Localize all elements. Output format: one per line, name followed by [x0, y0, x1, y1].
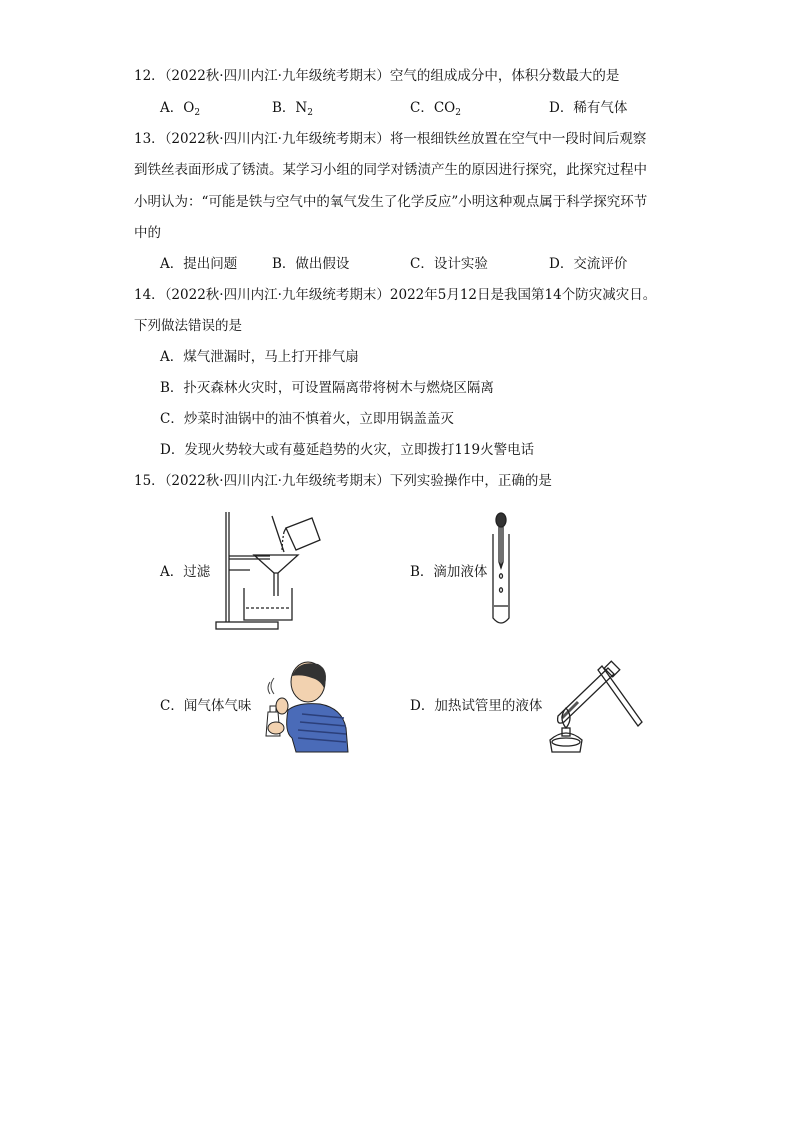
dropper-test-tube-icon — [488, 510, 514, 630]
option-a[interactable]: A．提出问题 — [160, 256, 238, 272]
question-number: 12． — [134, 68, 165, 84]
question-13-stem — [134, 130, 646, 148]
question-source: （2022秋·四川内江·九年级统考期末） — [164, 131, 390, 147]
option-b[interactable]: B．扑灭森林火灾时，可设置隔离带将树木与燃烧区隔离 — [160, 380, 494, 396]
question-source: （2022秋·四川内江·九年级统考期末） — [164, 68, 390, 84]
option-d[interactable]: D．加热试管里的液体 — [410, 698, 543, 714]
heating-test-tube-icon — [544, 660, 646, 756]
option-a[interactable]: A．$O_2$ — [160, 100, 201, 118]
question-number: 13． — [134, 131, 165, 147]
question-source: （2022秋·四川内江·九年级统考期末） — [164, 473, 390, 489]
option-c[interactable]: C．闻气体气味 — [160, 698, 252, 714]
question-text: 下列实验操作中，正确的是 — [389, 473, 552, 489]
question-15-stem — [134, 472, 552, 490]
option-c[interactable]: C．炒菜时油锅中的油不慎着火，立即用锅盖盖灭 — [160, 411, 454, 427]
option-c[interactable]: C．设计实验 — [410, 256, 488, 272]
question-number: 15． — [134, 473, 165, 489]
option-d[interactable]: D．稀有气体 — [549, 100, 628, 116]
option-a[interactable]: A．过滤 — [160, 564, 211, 580]
option-b[interactable]: B．滴加液体 — [410, 564, 488, 580]
filtration-apparatus-icon — [212, 508, 322, 632]
question-text: 空气的组成成分中，体积分数最大的是 — [389, 68, 620, 84]
question-text-line: 小明认为：“可能是铁与空气中的氧气发生了化学反应”小明这种观点属于科学探究环节 — [134, 194, 648, 210]
question-text: 将一根细铁丝放置在空气中一段时间后观察 — [389, 131, 647, 147]
option-c[interactable]: C．$CO_2$ — [410, 100, 461, 118]
question-source: （2022秋·四川内江·九年级统考期末） — [164, 287, 390, 303]
option-d[interactable]: D．交流评价 — [549, 256, 628, 272]
question-12-stem — [134, 67, 619, 85]
option-b[interactable]: B．$N_2$ — [272, 100, 313, 118]
question-text-line: 到铁丝表面形成了锈渍。某学习小组的同学对锈渍产生的原因进行探究，此探究过程中 — [134, 162, 647, 178]
question-14-stem — [134, 286, 656, 304]
option-b[interactable]: B．做出假设 — [272, 256, 350, 272]
smelling-gas-person-icon — [258, 658, 350, 754]
question-text: 2022年5月12日是我国第14个防灾减灾日。 — [389, 287, 657, 303]
option-a[interactable]: A．煤气泄漏时，马上打开排气扇 — [160, 349, 359, 365]
question-number: 14． — [134, 287, 165, 303]
question-text-line: 中的 — [134, 225, 161, 241]
question-text-line: 下列做法错误的是 — [134, 318, 242, 334]
option-d[interactable]: D．发现火势较大或有蔓延趋势的火灾，立即拨打119火警电话 — [160, 442, 535, 458]
